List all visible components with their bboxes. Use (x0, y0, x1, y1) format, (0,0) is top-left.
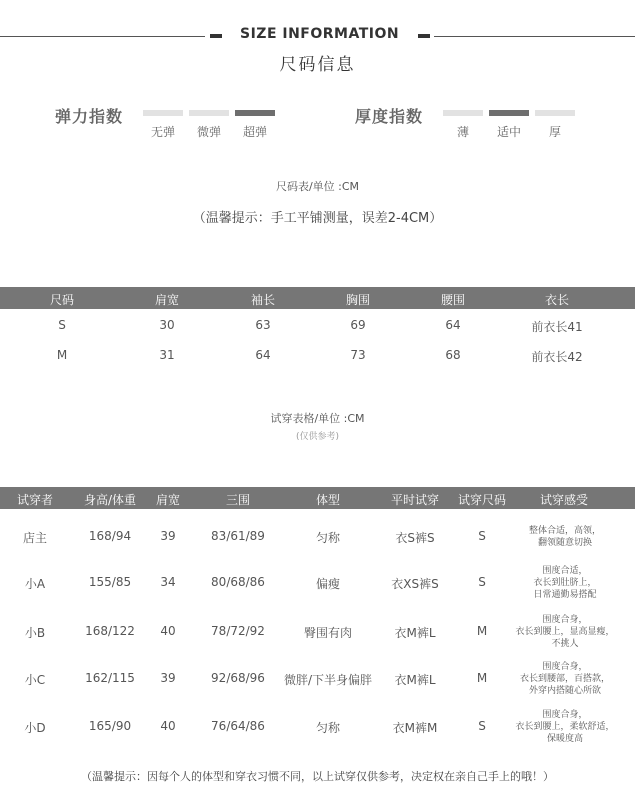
tryon-cell: 小A (24, 577, 46, 591)
tryon-chart-unit: 试穿表格/单位 :CM (270, 412, 365, 425)
size-header-cell: 肩宽 (154, 293, 179, 307)
tryon-header-cell: 三围 (225, 493, 250, 507)
thickness-label-1: 薄 (456, 125, 469, 139)
tryon-header-cell: 肩宽 (155, 493, 180, 507)
size-cell: 69 (350, 318, 366, 332)
size-cell: 68 (445, 348, 461, 362)
tryon-cell: 小B (24, 626, 46, 640)
size-chart-tip: （温馨提示：手工平铺测量，误差2-4CM） (192, 211, 443, 226)
tryon-header-cell: 平时试穿 (390, 493, 439, 507)
tryon-cell: M (476, 624, 488, 638)
tryon-feedback-line: 衣长到腰部，百搭款， (519, 674, 610, 684)
tryon-header-cell: 试穿感受 (539, 493, 588, 507)
tryon-cell: 小C (24, 673, 46, 687)
tryon-cell: S (478, 719, 486, 733)
size-header-cell: 尺码 (49, 293, 74, 307)
size-cell: S (58, 318, 66, 332)
tryon-cell: 衣M裤L (394, 626, 436, 640)
tryon-cell: 165/90 (88, 719, 132, 733)
tryon-feedback-line: 翻领随意切换 (537, 538, 592, 548)
elasticity-label-1: 无弹 (150, 125, 175, 139)
thickness-bar-3 (535, 110, 575, 116)
thickness-bar-2 (489, 110, 529, 116)
tryon-feedback-line: 衣长到腰上，显高显瘦， (515, 627, 615, 637)
tryon-cell: 76/64/86 (211, 719, 265, 733)
tryon-cell: 92/68/96 (211, 671, 265, 685)
page-title-cn: 尺码信息 (279, 55, 356, 75)
tryon-cell: 衣M裤M (392, 721, 438, 735)
tryon-feedback-line: 围度合身， (542, 662, 588, 672)
tryon-cell: 衣S裤S (395, 531, 435, 545)
tryon-feedback-line: 围度合身， (542, 615, 588, 625)
tryon-cell: 39 (160, 671, 176, 685)
tryon-cell: 衣M裤L (394, 673, 436, 687)
tryon-feedback-line: 日常通勤易搭配 (533, 590, 597, 600)
size-cell: M (56, 348, 68, 362)
size-cell: 64 (445, 318, 461, 332)
tryon-cell: 40 (160, 719, 176, 733)
tryon-cell: 155/85 (88, 575, 132, 589)
size-header-cell: 胸围 (345, 293, 370, 307)
tryon-feedback (500, 614, 630, 650)
size-cell: 73 (350, 348, 366, 362)
page-title-en: SIZE INFORMATION (240, 26, 400, 42)
size-cell: 前衣长41 (531, 320, 583, 334)
tryon-cell: 39 (160, 529, 176, 543)
size-cell: 30 (159, 318, 175, 332)
elasticity-label-3: 超弹 (242, 125, 267, 139)
tryon-header-cell: 试穿者 (16, 493, 53, 507)
tryon-header-cell: 试穿尺码 (457, 493, 506, 507)
tryon-cell: 微胖/下半身偏胖 (283, 673, 373, 687)
tryon-feedback-line: 整体合适，高领， (528, 526, 601, 536)
tryon-cell: 衣XS裤S (391, 577, 439, 591)
tryon-cell: 168/94 (88, 529, 132, 543)
tryon-cell: 小D (24, 721, 46, 735)
tryon-cell: 匀称 (315, 721, 340, 735)
size-header-cell: 衣长 (544, 293, 569, 307)
thickness-title: 厚度指数 (355, 107, 424, 126)
tryon-cell: 168/122 (85, 624, 135, 638)
size-header-cell: 腰围 (440, 293, 465, 307)
tryon-feedback (500, 525, 630, 549)
thickness-label-2: 适中 (496, 125, 521, 139)
tryon-chart-note: (仅供参考) (295, 432, 340, 442)
tryon-cell: 83/61/89 (211, 529, 265, 543)
tryon-cell: 40 (160, 624, 176, 638)
size-header-cell: 袖长 (250, 293, 275, 307)
header-divider-left (0, 36, 205, 37)
tryon-feedback-line: 外穿内搭随心所欲 (528, 686, 601, 696)
tryon-feedback-line: 保暖度高 (546, 734, 583, 744)
header-dash-right (418, 34, 430, 38)
tryon-feedback (500, 661, 630, 697)
size-cell: 64 (255, 348, 271, 362)
elasticity-title: 弹力指数 (55, 107, 124, 126)
tryon-cell: S (478, 575, 486, 589)
size-cell: 前衣长42 (531, 350, 583, 364)
size-cell: 31 (159, 348, 175, 362)
tryon-cell: S (478, 529, 486, 543)
tryon-cell: 偏瘦 (315, 577, 340, 591)
tryon-cell: 78/72/92 (211, 624, 265, 638)
tryon-cell: 臀围有肉 (303, 626, 352, 640)
tryon-cell: M (476, 671, 488, 685)
elasticity-bar-3 (235, 110, 275, 116)
tryon-cell: 80/68/86 (211, 575, 265, 589)
header-dash-left (210, 34, 222, 38)
tryon-header-cell: 身高/体重 (83, 493, 137, 507)
tryon-feedback-line: 衣长到腰上，柔软舒适， (515, 722, 615, 732)
header-divider-right (434, 36, 635, 37)
thickness-bar-1 (443, 110, 483, 116)
thickness-label-3: 厚 (548, 125, 561, 139)
tryon-feedback-line: 围度合身， (542, 710, 588, 720)
elasticity-bar-1 (143, 110, 183, 116)
tryon-feedback-line: 不挑人 (551, 639, 579, 649)
tryon-cell: 匀称 (315, 531, 340, 545)
footer-tip: （温馨提示：因每个人的体型和穿衣习惯不同，以上试穿仅供参考，决定权在亲自己手上的哦！） (81, 770, 554, 783)
size-chart-unit: 尺码表/单位 :CM (275, 180, 360, 193)
tryon-cell: 162/115 (85, 671, 135, 685)
elasticity-bar-2 (189, 110, 229, 116)
tryon-cell: 34 (160, 575, 176, 589)
size-cell: 63 (255, 318, 271, 332)
tryon-feedback (500, 709, 630, 745)
tryon-feedback-line: 衣长到肚脐上， (533, 578, 597, 588)
tryon-feedback (500, 565, 630, 601)
elasticity-label-2: 微弹 (196, 125, 221, 139)
tryon-cell: 店主 (22, 531, 47, 545)
tryon-header-cell: 体型 (315, 493, 340, 507)
tryon-feedback-line: 围度合适， (542, 566, 588, 576)
